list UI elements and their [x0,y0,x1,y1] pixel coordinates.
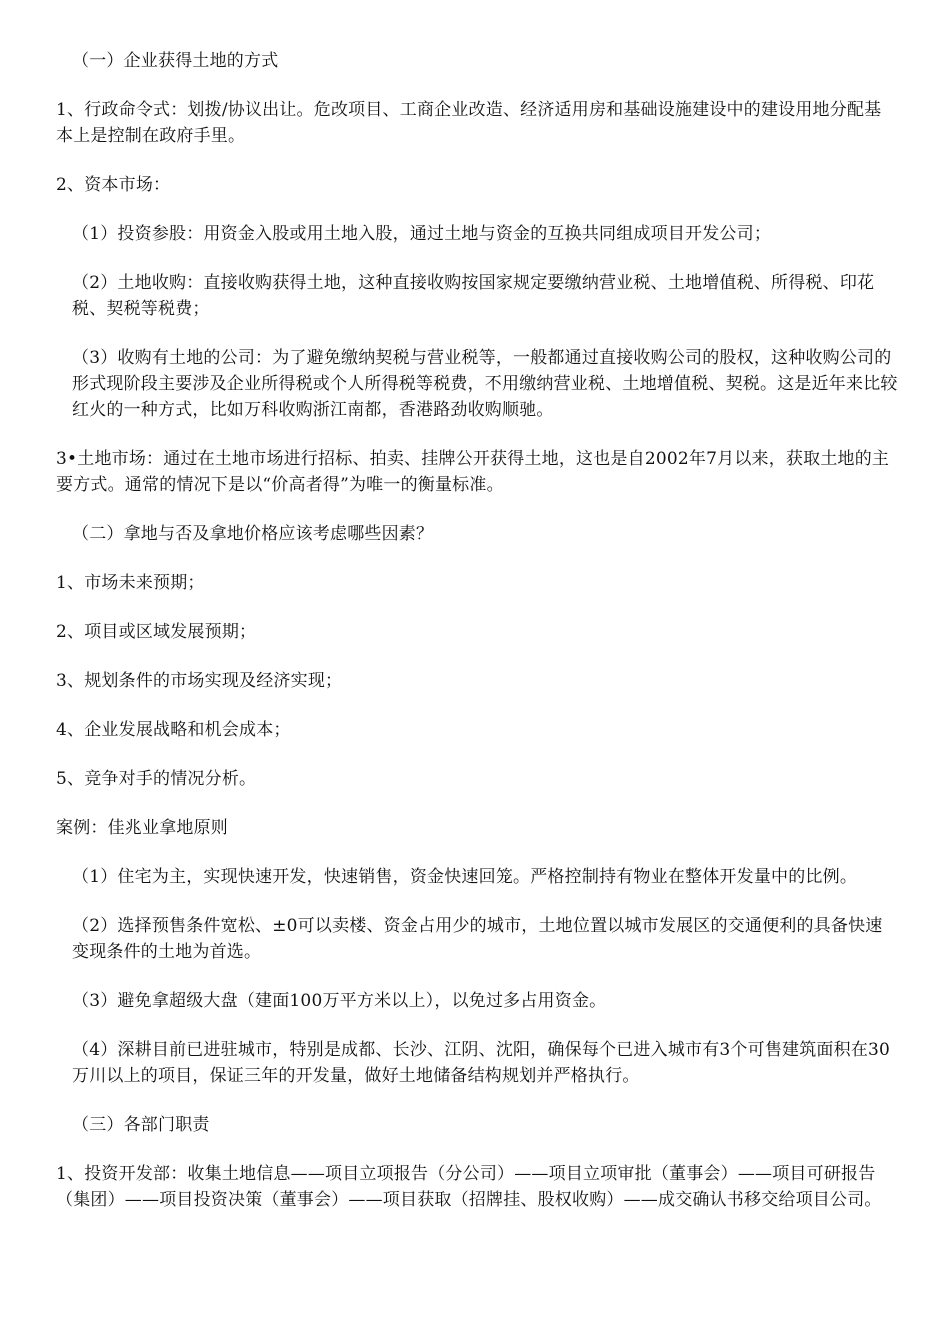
paragraph-land-acquisition: （2）土地收购：直接收购获得土地，这种直接收购按国家规定要缴纳营业税、土地增值税、所得税、印花税、契税等税费； [72,273,875,319]
paragraph-company-acquisition: （3）收购有土地的公司：为了避免缴纳契税与营业税等，一般都通过直接收购公司的股权，这种收购公司的形式现阶段主要涉及企业所得税或个人所得税等税费，不用缴纳营业税、土地增值税、契税。这是近年来比较红火的一种方式，比如万科收购浙江南都，香港路劲收购顺驰。 [72,348,898,420]
paragraph-administrative-order: 1、行政命令式：划拨/协议出让。危改项目、工商企业改造、经济适用房和基础设施建设中的建设用地分配基本上是控制在政府手里。 [56,100,882,146]
paragraph-land-market: 3•土地市场：通过在土地市场进行招标、拍卖、挂牌公开获得土地，这也是自2002年7月以来，获取土地的主要方式。通常的情况下是以“价高者得”为唯一的衡量标准。 [56,449,890,495]
section-heading-2: （二）拿地与否及拿地价格应该考虑哪些因素？ [72,524,434,544]
section-heading-1: （一）企业获得土地的方式 [72,51,279,71]
paragraph-investment-share: （1）投资参股：用资金入股或用土地入股，通过土地与资金的互换共同组成项目开发公司； [72,224,772,244]
paragraph-capital-market: 2、资本市场： [56,175,171,195]
list-item-competitor-analysis: 5、竞争对手的情况分析。 [56,769,257,789]
paragraph-investment-department: 1、投资开发部：收集土地信息——项目立项报告（分公司）——项目立项审批（董事会）——项目可研报告（集团）——项目投资决策（董事会）——项目获取（招牌挂、股权收购）——成交确认书移交给项目公司。 [56,1164,882,1210]
case-principle-2: （2）选择预售条件宽松、±0可以卖楼、资金占用少的城市，土地位置以城市发展区的交通便利的具备快速变现条件的土地为首选。 [72,916,883,962]
case-title: 案例：佳兆业拿地原则 [56,818,228,838]
list-item-project-expectation: 2、项目或区域发展预期； [56,622,257,642]
case-principle-1: （1）住宅为主，实现快速开发，快速销售，资金快速回笼。严格控制持有物业在整体开发量中的比例。 [72,867,858,887]
list-item-strategy-cost: 4、企业发展战略和机会成本； [56,720,291,740]
section-heading-3: （三）各部门职责 [72,1115,210,1135]
document-page [56,48,898,1236]
case-principle-4: （4）深耕目前已进驻城市，特别是成都、长沙、江阴、沈阳，确保每个已进入城市有3个可售建筑面积在30万川以上的项目，保证三年的开发量，做好土地储备结构规划并严格执行。 [72,1040,891,1086]
list-item-planning-conditions: 3、规划条件的市场实现及经济实现； [56,671,343,691]
list-item-market-expectation: 1、市场未来预期； [56,573,205,593]
case-principle-3: （3）避免拿超级大盘（建面100万平方米以上），以免过多占用资金。 [72,991,607,1011]
